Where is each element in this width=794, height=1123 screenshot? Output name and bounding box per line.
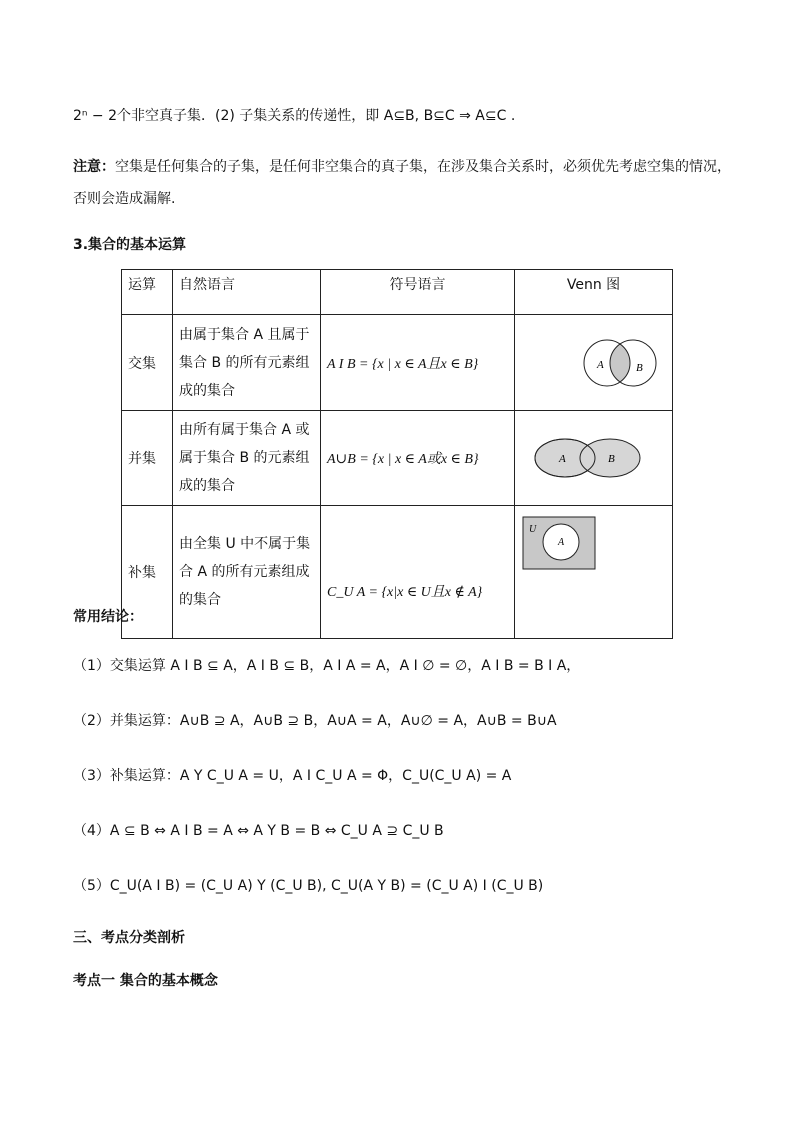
section-three-title: 三、考点分类剖析 xyxy=(73,930,185,946)
label-a: A xyxy=(597,358,604,371)
header-venn: Venn 图 xyxy=(515,270,673,315)
note-label: 注意： xyxy=(73,159,115,175)
header-natural: 自然语言 xyxy=(173,270,321,315)
note-text-1: 空集是任何集合的子集，是任何非空集合的真子集，在涉及集合关系时，必须优先考虑空集的情况， xyxy=(115,159,731,175)
note-line-1 xyxy=(73,156,731,176)
venn-cell-intersection xyxy=(515,315,673,411)
conclusion-2: （2）并集运算：A∪B ⊇ A，A∪B ⊇ B，A∪A = A，A∪∅ = A，A∪B = B∪A xyxy=(73,713,557,729)
desc-union: 由所有属于集合 A 或属于集合 B 的元素组成的集合 xyxy=(173,411,321,506)
conclusions-title: 常用结论： xyxy=(73,609,143,625)
desc-complement: 由全集 U 中不属于集合 A 的所有元素组成的集合 xyxy=(173,506,321,639)
label-u: U xyxy=(529,524,537,535)
note-line-2: 否则会造成漏解. xyxy=(73,191,176,207)
table-header-row xyxy=(122,270,673,315)
table-row xyxy=(122,506,673,639)
header-symbol: 符号语言 xyxy=(321,270,515,315)
venn-cell-complement xyxy=(515,506,673,639)
top-line: 2ⁿ − 2个非空真子集．(2) 子集关系的传递性，即 A⊆B, B⊆C ⇒ A⊆C . xyxy=(73,108,516,124)
symbol-intersection: A I B = {x | x ∈ A且x ∈ B} xyxy=(321,315,515,411)
topic-one-title: 考点一 集合的基本概念 xyxy=(73,973,218,989)
symbol-complement: C_U A = {x|x ∈ U且x ∉ A} xyxy=(321,506,515,639)
venn-cell-union xyxy=(515,411,673,506)
symbol-union: A∪B = {x | x ∈ A或x ∈ B} xyxy=(321,411,515,506)
venn-union xyxy=(521,428,665,488)
label-b: B xyxy=(636,361,643,374)
table-row xyxy=(122,411,673,506)
table-row xyxy=(122,315,673,411)
op-intersection: 交集 xyxy=(122,315,173,411)
section-3-title: 3.集合的基本运算 xyxy=(73,237,187,253)
label-a: A xyxy=(558,537,565,548)
venn-intersection xyxy=(521,323,665,403)
conclusion-5: （5）C_U(A I B) = (C_U A) Y (C_U B), C_U(A Y B) = (C_U A) I (C_U B) xyxy=(73,878,544,894)
conclusion-1: （1）交集运算 A I B ⊆ A，A I B ⊆ B，A I A = A，A I ∅ = ∅，A I B = B I A， xyxy=(73,658,581,674)
op-complement: 补集 xyxy=(122,506,173,639)
venn-complement xyxy=(521,516,665,572)
set-operations-table xyxy=(121,269,673,639)
header-op: 运算 xyxy=(122,270,173,315)
conclusion-3: （3）补集运算：A Y C_U A = U，A I C_U A = Φ，C_U(C_U A) = A xyxy=(73,768,512,784)
label-a: A xyxy=(559,453,566,465)
conclusion-4: （4）A ⊆ B ⇔ A I B = A ⇔ A Y B = B ⇔ C_U A ⊇ C_U B xyxy=(73,823,444,839)
desc-intersection: 由属于集合 A 且属于集合 B 的所有元素组成的集合 xyxy=(173,315,321,411)
label-b: B xyxy=(608,453,615,465)
op-union: 并集 xyxy=(122,411,173,506)
